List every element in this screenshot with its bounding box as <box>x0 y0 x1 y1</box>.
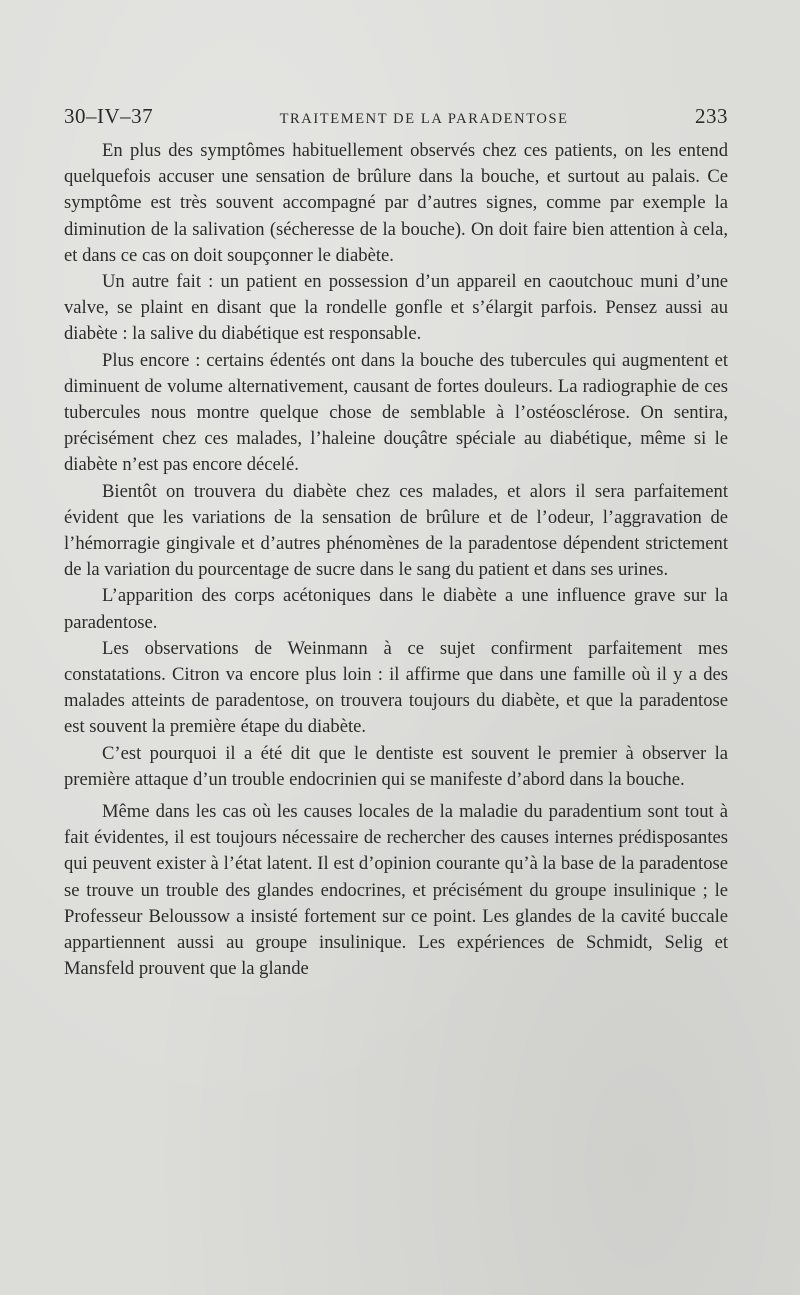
body-text <box>64 138 728 983</box>
running-head <box>64 104 728 138</box>
paragraph-6: Les observations de Weinmann à ce sujet confirment parfaitement mes constatations. Citron va encore plus loin : il affirme que dans une famille où il y a des malades atteints de paradentose, on trouvera toujours du diabète, et que la paradentose est souvent la première étape du diabète. <box>64 637 728 738</box>
page-number: 233 <box>694 104 728 128</box>
paragraph-7: C’est pourquoi il a été dit que le dentiste est souvent le premier à observer la première attaque d’un trouble endocrinien qui se manifeste d’abord dans la bouche. <box>64 742 728 790</box>
paragraph-8: Même dans les cas où les causes locales de la maladie du paradentium sont tout à fait évidentes, il est toujours nécessaire de rechercher des causes internes prédisposantes qui peuvent exister à l’état latent. Il est d’opinion courante qu’à la base de la paradentose se trouve un trouble des glandes endocrines, et précisément du groupe insulinique ; le Professeur Beloussow a insisté fortement sur ce point. Les glandes de la cavité buccale appartiennent aussi au groupe insulinique. Les expériences de Schmidt, Selig et Mansfeld prouvent que la glande <box>64 801 728 980</box>
book-page <box>64 104 728 983</box>
paragraph-2: Un autre fait : un patient en possession d’un appareil en caoutchouc muni d’une valve, se plaint en disant que la rondelle gonfle et s’élargit parfois. Pensez aussi au diabète : la salive du diabétique est responsable. <box>64 271 728 345</box>
paragraph-3: Plus encore : certains édentés ont dans la bouche des tubercules qui augmentent et diminuent de volume alternativement, causant de fortes douleurs. La radiographie de ces tubercules nous montre quelque chose de semblable à l’ostéosclérose. On sentira, précisément chez ces malades, l’haleine douçâtre spéciale au diabétique, même si le diabète n’est pas encore décelé. <box>64 349 728 476</box>
running-title: TRAITEMENT DE LA PARADENTOSE <box>279 111 569 127</box>
paragraph-1: En plus des symptômes habituellement observés chez ces patients, on les entend quelquefois accuser une sensation de brûlure dans la bouche, et surtout au palais. Ce symptôme est très souvent accompagné par d’autres signes, comme par exemple la diminution de la salivation (sécheresse de la bouche). On doit faire bien attention à cela, et dans ce cas on doit soupçonner le diabète. <box>64 140 728 266</box>
header-date: 30–IV–37 <box>64 104 154 128</box>
paragraph-4: Bientôt on trouvera du diabète chez ces malades, et alors il sera parfaitement évident que les variations de la sensation de brûlure et de l’odeur, l’aggravation de l’hémorragie gingivale et d’autres phénomènes de la paradentose dépendent strictement de la variation du pourcentage de sucre dans le sang du patient et dans ses urines. <box>64 480 728 581</box>
paragraph-5: L’apparition des corps acétoniques dans le diabète a une influence grave sur la paradentose. <box>64 585 728 633</box>
